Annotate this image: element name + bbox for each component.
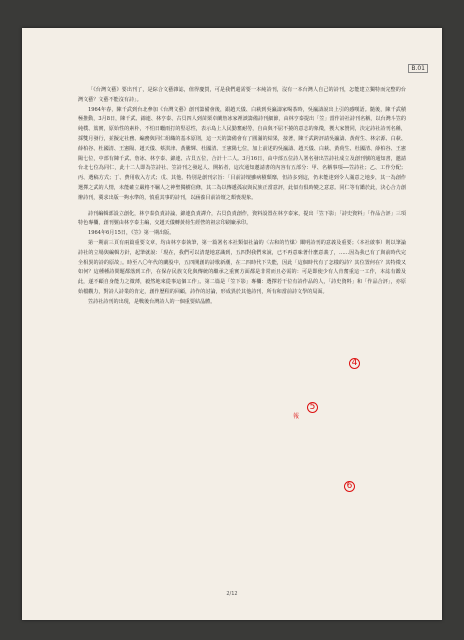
paragraph: 1964年春，陳千武到台北參加《台灣文藝》創刊籌備會後，跟趙天儀、白萩到吳瀛濤家喝茶時，吳瀛濤說出上引的感嘆語。隨後，陳千武積極推動，3月8日，陳千武、錦連、林亨泰、古貝四人到苗栗卓蘭詹冰家裡談籌備詩刊細節，由林亨泰提出「笠」當作詩社詩刊名稱，以台灣斗笠的純樸、篤實，原始性的素朴，不怕日曬雨打的堅忍性，表示島上人民勤奮耐勞，自由與不屈不撓的意志的象徵，獲大家贊同，決定詩社詩刊名稱，採雙月發行，並擬定社務、編務與同仁組織的基本原則，這一天的籌備會有了圓滿的結果，接著，陳千武跨評請吳瀛濤、黃荷生、林宗源、白萩、薛柏谷、杜國清、王憲陽、趙天儀、蔡淇津、黃騰輝、杜國清、王憲陽七位，加上前述的吳瀛濤、趙天儀、白萩、黃荷生、杜國清、薛柏谷、王憲陽七位，中部有陳千武、詹冰、林亨泰、錦連、古貝五位，合計十二人。3月16日，由中部五位詩人署名發出笠詩社成立及創刊號的通知書，邀請台北七位為同仁，此十二人即為笠詩社、笠詩刊之發起人、開拓者，這次通知邀請書的內容有五部分：甲、名稱事項──笠詩社；乙、工作分配；丙、選稿方式；丁、費用收入方式；戊、其他。特別是創刊宗旨：「目前詩壇雖病積頹靡，但詩多到這，仍未能達到令人滿意之地步，其一為創作選擇之武的人情，未能確立嚴格不羈人之神聖獨樹信條，其二為以傳遞孤寂與民族正當意評，此似有俱時變之意意。同仁等有鑑於此，決心合力創辦詩刊，冀求出版一夠水準的，慎重其事的詩刊，以涵養目前詩壇之頹喪現象。 [78, 106, 406, 201]
paragraph: 「《台灣文藝》要出刊了，是綜合文藝雜誌，值得慶賀，可是我們還需要一本純詩刊，沒有一本台灣人自己的詩刊，怎能建立獨特而完整的台灣文藝？文藝不能沒有詩」。 [78, 87, 406, 103]
paragraph: 第一期前三頁有兩篇重要文章，均由林亨泰執筆，第一篇署名本社類似社論的〈古和的竹煤〉闡明詩刊的意義及重要；（本社啟事）則以筆論詩社的立場與編輯方針，起筆就說：「現在，我們可以清楚地意識到，五四對我們來說，已不再意味著什麼意義了，……因為我已有了與前時代完全相異的詩的原故」。時至八〇年代的蘭股中，五四開創的詩歌新潮，在二四時代下失能，因此「這個時代有了怎樣的詩？其位置何在？其特徵又如何？這種種詩問題都落到工作，在保存民族文化與傳統的繼承之重實方面都是非常而且必需的：可是即使少有人肯奮重這一工作，本誌有鑑及此，遂不顧自身能力之微薄，毅然地來從事這個工作」。第二篇是「笠下影」專欄：選擇若干位有詩作品的人，「詩史資料」和「作品合評」，亦原始檔觀力，對詩人詩業的肯定，創作歷程的回顧，詩作的討論，形成異於其他詩刊，所有和當前詩文學的局面。 [78, 239, 406, 295]
page-code: B.01 [408, 64, 428, 73]
paragraph: 詩刊編輯部設立創化，林亨泰負責詩論，錦連負責譯介，古貝負責創作，資料設置在林亨泰家，提出「笠下影」「詩史資料」「作品合評」三項特色專欄，創刊號由林亨泰主編，交趙天儀轉黃荷生經營的祖宗印刷廠承印。 [78, 210, 406, 227]
annotation-circle-5: 5 [307, 402, 318, 413]
annotation-circle-6: 6 [344, 481, 355, 492]
annotation-circle-4: 4 [349, 358, 360, 369]
page-number: 2/12 [226, 591, 238, 597]
body-text [78, 86, 406, 308]
document-page [22, 28, 442, 620]
annotation-note: 報 [293, 413, 300, 420]
paragraph: 笠詩社詩刊的出現，是戰後台灣詩人的一個重要結晶體。 [88, 298, 216, 305]
paragraph: 1964年6月15日，《笠》第一期出版。 [88, 230, 175, 237]
